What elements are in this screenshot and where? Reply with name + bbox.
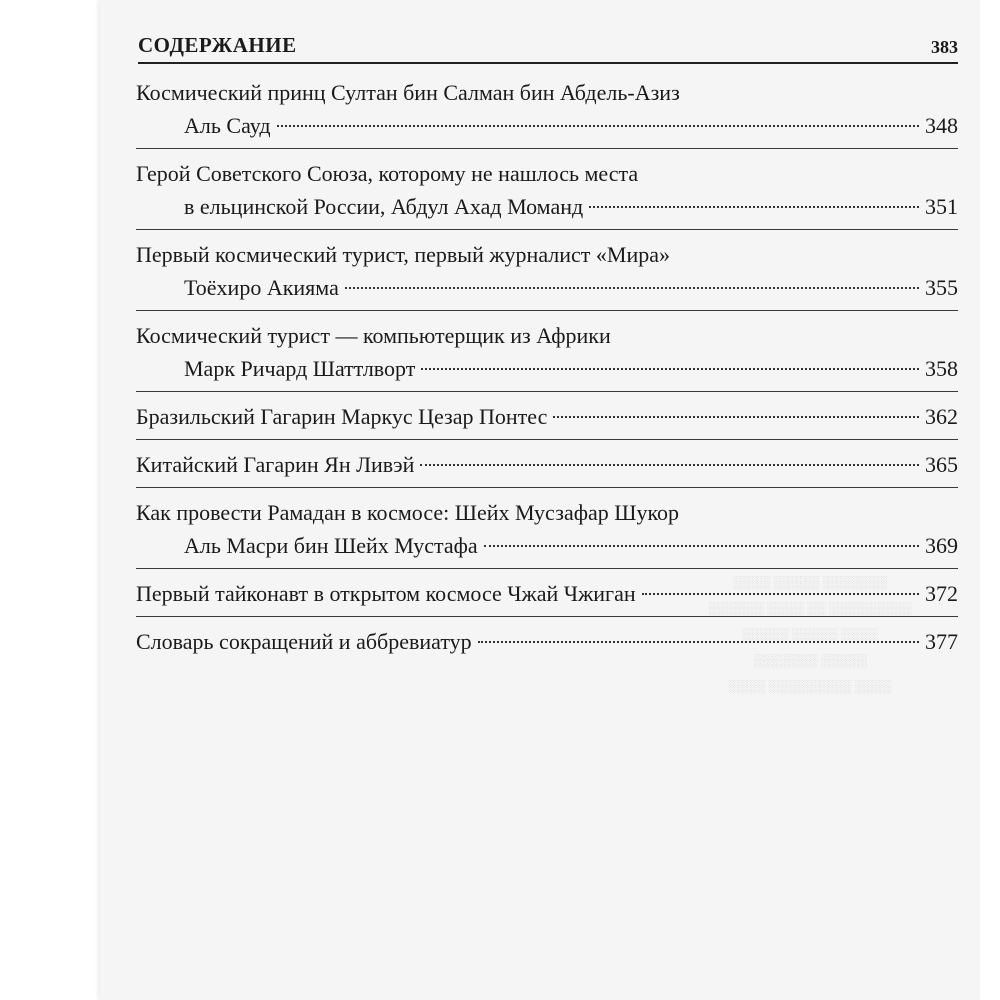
- section-title: СОДЕРЖАНИЕ: [138, 33, 297, 57]
- toc-entry[interactable]: [136, 625, 958, 658]
- toc-entry[interactable]: [136, 157, 958, 223]
- book-page: [100, 0, 980, 1000]
- entry-page-number: 358: [925, 356, 958, 381]
- entry-title-line: Словарь сокращений и аббревиатур: [136, 629, 472, 654]
- toc-entry[interactable]: [136, 238, 958, 304]
- entry-page-number: 348: [925, 113, 958, 138]
- dot-leader: [642, 593, 919, 595]
- entry-title-line: Первый космический турист, первый журналист «Мира»: [136, 242, 671, 267]
- entry-divider: [136, 616, 958, 617]
- toc-entry[interactable]: [136, 496, 958, 562]
- toc-entry[interactable]: [136, 400, 958, 433]
- entry-title-line: Марк Ричард Шаттлворт: [184, 356, 416, 381]
- table-of-contents: [136, 76, 958, 658]
- toc-entry[interactable]: [136, 448, 958, 481]
- entry-divider: [136, 310, 958, 311]
- entry-title-line: в ельцинской России, Абдул Ахад Моманд: [184, 194, 584, 219]
- entry-title-line: Аль Сауд: [184, 113, 271, 138]
- entry-title-line: Китайский Гагарин Ян Ливэй: [136, 452, 415, 477]
- toc-entry[interactable]: [136, 319, 958, 385]
- entry-page-number: 355: [925, 275, 958, 300]
- dot-leader: [277, 125, 919, 127]
- entry-page-number: 369: [925, 533, 958, 558]
- entry-page-number: 351: [925, 194, 958, 219]
- page-number: 383: [931, 37, 958, 57]
- dot-leader: [553, 416, 919, 418]
- entry-page-number: 377: [925, 629, 958, 654]
- entry-divider: [136, 148, 958, 149]
- dot-leader: [421, 368, 919, 370]
- entry-divider: [136, 439, 958, 440]
- toc-entry[interactable]: [136, 76, 958, 142]
- entry-divider: [136, 487, 958, 488]
- entry-title-line: Аль Масри бин Шейх Мустафа: [184, 533, 478, 558]
- entry-title-line: Космический турист — компьютерщик из Африки: [136, 323, 611, 348]
- dot-leader: [420, 464, 919, 466]
- entry-title-line: Тоёхиро Акияма: [184, 275, 339, 300]
- entry-page-number: 362: [925, 404, 958, 429]
- dot-leader: [589, 206, 919, 208]
- entry-divider: [136, 568, 958, 569]
- dot-leader: [345, 287, 919, 289]
- show-through-text: ░░░░ ░░░░░ ░░░░░░░ ░░░░░░ ░░░░ ░░ ░░░░░░░░░ ░░░░░ ░░░░░ ░░░░ ░░░░░░░ ░░░░░ ░░░░ ░░░░░░░░░ ░░░░: [708, 575, 912, 694]
- entry-title-line: Герой Советского Союза, которому не нашлось места: [136, 161, 639, 186]
- entry-divider: [136, 391, 958, 392]
- entry-page-number: 365: [925, 452, 958, 477]
- dot-leader: [484, 545, 919, 547]
- entry-divider: [136, 229, 958, 230]
- entry-title-line: Первый тайконавт в открытом космосе Чжай Чжиган: [136, 581, 636, 606]
- entry-title-line: Космический принц Султан бин Салман бин Абдель-Азиз: [136, 80, 680, 105]
- dot-leader: [478, 641, 919, 643]
- entry-page-number: 372: [925, 581, 958, 606]
- entry-title-line: Как провести Рамадан в космосе: Шейх Мусзафар Шукор: [136, 500, 680, 525]
- page-header: [138, 32, 958, 64]
- entry-title-line: Бразильский Гагарин Маркус Цезар Понтес: [136, 404, 548, 429]
- toc-entry[interactable]: [136, 577, 958, 610]
